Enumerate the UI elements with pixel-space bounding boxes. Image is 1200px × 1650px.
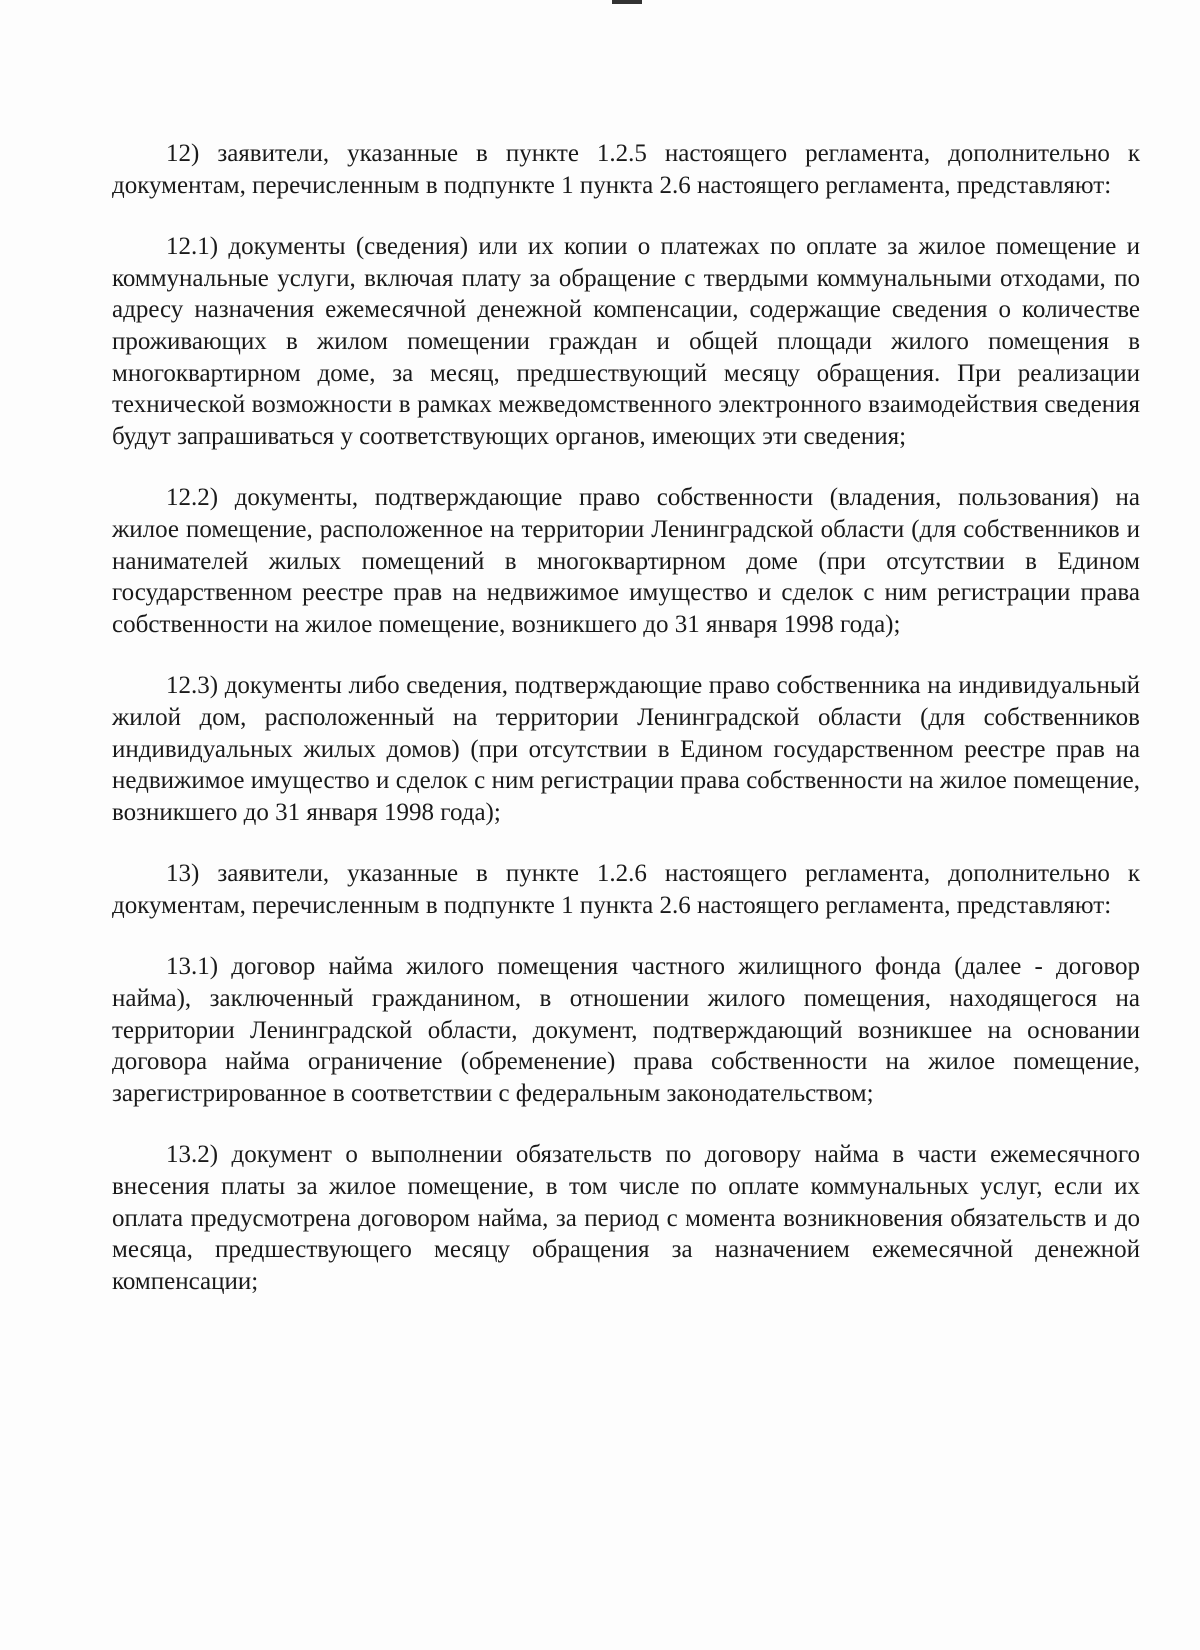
paragraph-gap [112, 201, 1140, 231]
paragraph-gap [112, 452, 1140, 482]
paragraph-13: 13) заявители, указанные в пункте 1.2.6 настоящего регламента, дополнительно к документам, перечисленным в подпункте 1 пункта 2.6 настоящего регламента, представляют: [112, 860, 1140, 919]
scan-mark [612, 0, 642, 4]
document-body [112, 138, 1140, 1297]
paragraph-13-1: 13.1) договор найма жилого помещения частного жилищного фонда (далее - договор найма), заключенный гражданином, в отношении жилого помещения, находящегося на территории Ленинградской области, документ, подтверждающий возникшее на основании договора найма ограничение (обременение) права собственности на жилое помещение, зарегистрированное в соответствии с федеральным законодательством; [112, 953, 1140, 1107]
paragraph-12-2: 12.2) документы, подтверждающие право собственности (владения, пользования) на жилое помещение, расположенное на территории Ленинградской области (для собственников и нанимателей жилых помещений в многоквартирном доме (при отсутствии в Едином государственном реестре прав на недвижимое имущество и сделок с ним регистрации права собственности на жилое помещение, возникшего до 31 января 1998 года); [112, 484, 1140, 638]
paragraph-gap [112, 828, 1140, 858]
paragraph-gap [112, 921, 1140, 951]
paragraph-12-1: 12.1) документы (сведения) или их копии о платежах по оплате за жилое помещение и коммунальные услуги, включая плату за обращение с твердыми коммунальными отходами, по адресу назначения ежемесячной денежной компенсации, содержащие сведения о количестве проживающих в жилом помещении граждан и общей площади жилого помещения в многоквартирном доме, за месяц, предшествующий месяцу обращения. При реализации технической возможности в рамках межведомственного электронного взаимодействия сведения будут запрашиваться у соответствующих органов, имеющих эти сведения; [112, 233, 1140, 450]
paragraph-13-2: 13.2) документ о выполнении обязательств по договору найма в части ежемесячного внесения платы за жилое помещение, в том числе по оплате коммунальных услуг, если их оплата предусмотрена договором найма, за период с момента возникновения обязательств и до месяца, предшествующего месяцу обращения за назначением ежемесячной денежной компенсации; [112, 1141, 1140, 1295]
paragraph-12-3: 12.3) документы либо сведения, подтверждающие право собственника на индивидуальный жилой дом, расположенный на территории Ленинградской области (для собственников индивидуальных жилых домов) (при отсутствии в Едином государственном реестре прав на недвижимое имущество и сделок с ним регистрации права собственности на жилое помещение, возникшего до 31 января 1998 года); [112, 672, 1140, 826]
paragraph-gap [112, 1109, 1140, 1139]
paragraph-12: 12) заявители, указанные в пункте 1.2.5 настоящего регламента, дополнительно к документам, перечисленным в подпункте 1 пункта 2.6 настоящего регламента, представляют: [112, 140, 1140, 199]
paragraph-gap [112, 640, 1140, 670]
